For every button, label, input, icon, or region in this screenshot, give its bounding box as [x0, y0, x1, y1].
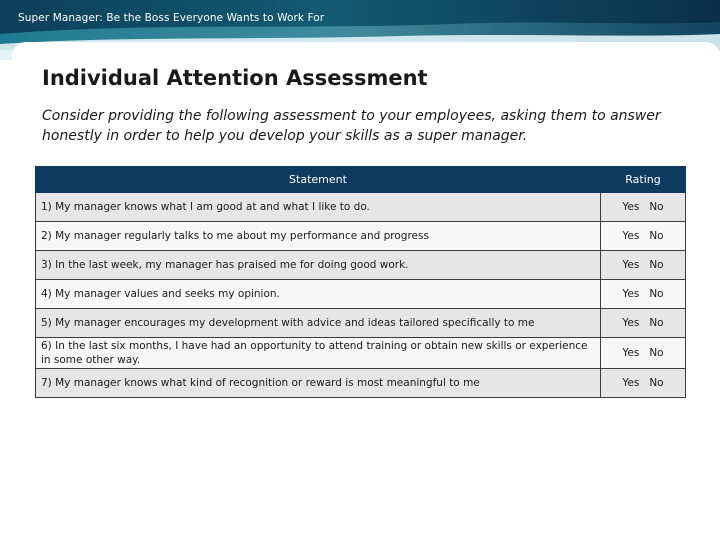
rating-no-option[interactable]: No	[649, 377, 664, 389]
rating-cell	[601, 338, 686, 369]
table-header-row	[36, 167, 686, 193]
statement-cell: 5) My manager encourages my development with advice and ideas tailored specifically to me	[36, 309, 601, 338]
rating-no-option[interactable]: No	[649, 201, 664, 213]
statement-cell: 6) In the last six months, I have had an opportunity to attend training or obtain new skills or experience in some other way.	[36, 338, 601, 369]
rating-no-option[interactable]: No	[649, 230, 664, 242]
statement-cell: 3) In the last week, my manager has praised me for doing good work.	[36, 251, 601, 280]
intro-text: Consider providing the following assessment to your employees, asking them to answer honestly in order to help you develop your skills as a super manager.	[42, 108, 661, 144]
rating-yes-option[interactable]: Yes	[622, 230, 640, 242]
rating-cell	[601, 222, 686, 251]
rating-no-option[interactable]: No	[649, 288, 664, 300]
table-row	[36, 251, 686, 280]
table-row	[36, 193, 686, 222]
rating-column-header: Rating	[601, 167, 686, 193]
rating-cell	[601, 251, 686, 280]
rating-yes-option[interactable]: Yes	[622, 347, 640, 359]
rating-cell	[601, 280, 686, 309]
rating-cell	[601, 309, 686, 338]
presentation-title: Super Manager: Be the Boss Everyone Wants to Work For	[18, 12, 325, 24]
statement-cell: 4) My manager values and seeks my opinion.	[36, 280, 601, 309]
assessment-table	[35, 166, 686, 398]
table-row	[36, 222, 686, 251]
rating-no-option[interactable]: No	[649, 259, 664, 271]
statement-cell: 2) My manager regularly talks to me about my performance and progress	[36, 222, 601, 251]
statement-cell: 1) My manager knows what I am good at and what I like to do.	[36, 193, 601, 222]
rating-yes-option[interactable]: Yes	[622, 288, 640, 300]
rating-yes-option[interactable]: Yes	[622, 259, 640, 271]
statement-cell: 7) My manager knows what kind of recognition or reward is most meaningful to me	[36, 369, 601, 398]
rating-yes-option[interactable]: Yes	[622, 377, 640, 389]
table-row	[36, 280, 686, 309]
rating-yes-option[interactable]: Yes	[622, 201, 640, 213]
rating-cell	[601, 369, 686, 398]
rating-no-option[interactable]: No	[649, 317, 664, 329]
rating-cell	[601, 193, 686, 222]
page-title: Individual Attention Assessment	[42, 66, 428, 90]
table-row	[36, 338, 686, 369]
rating-yes-option[interactable]: Yes	[622, 317, 640, 329]
table-row	[36, 309, 686, 338]
table-row	[36, 369, 686, 398]
rating-no-option[interactable]: No	[649, 347, 664, 359]
statement-column-header: Statement	[36, 167, 601, 193]
